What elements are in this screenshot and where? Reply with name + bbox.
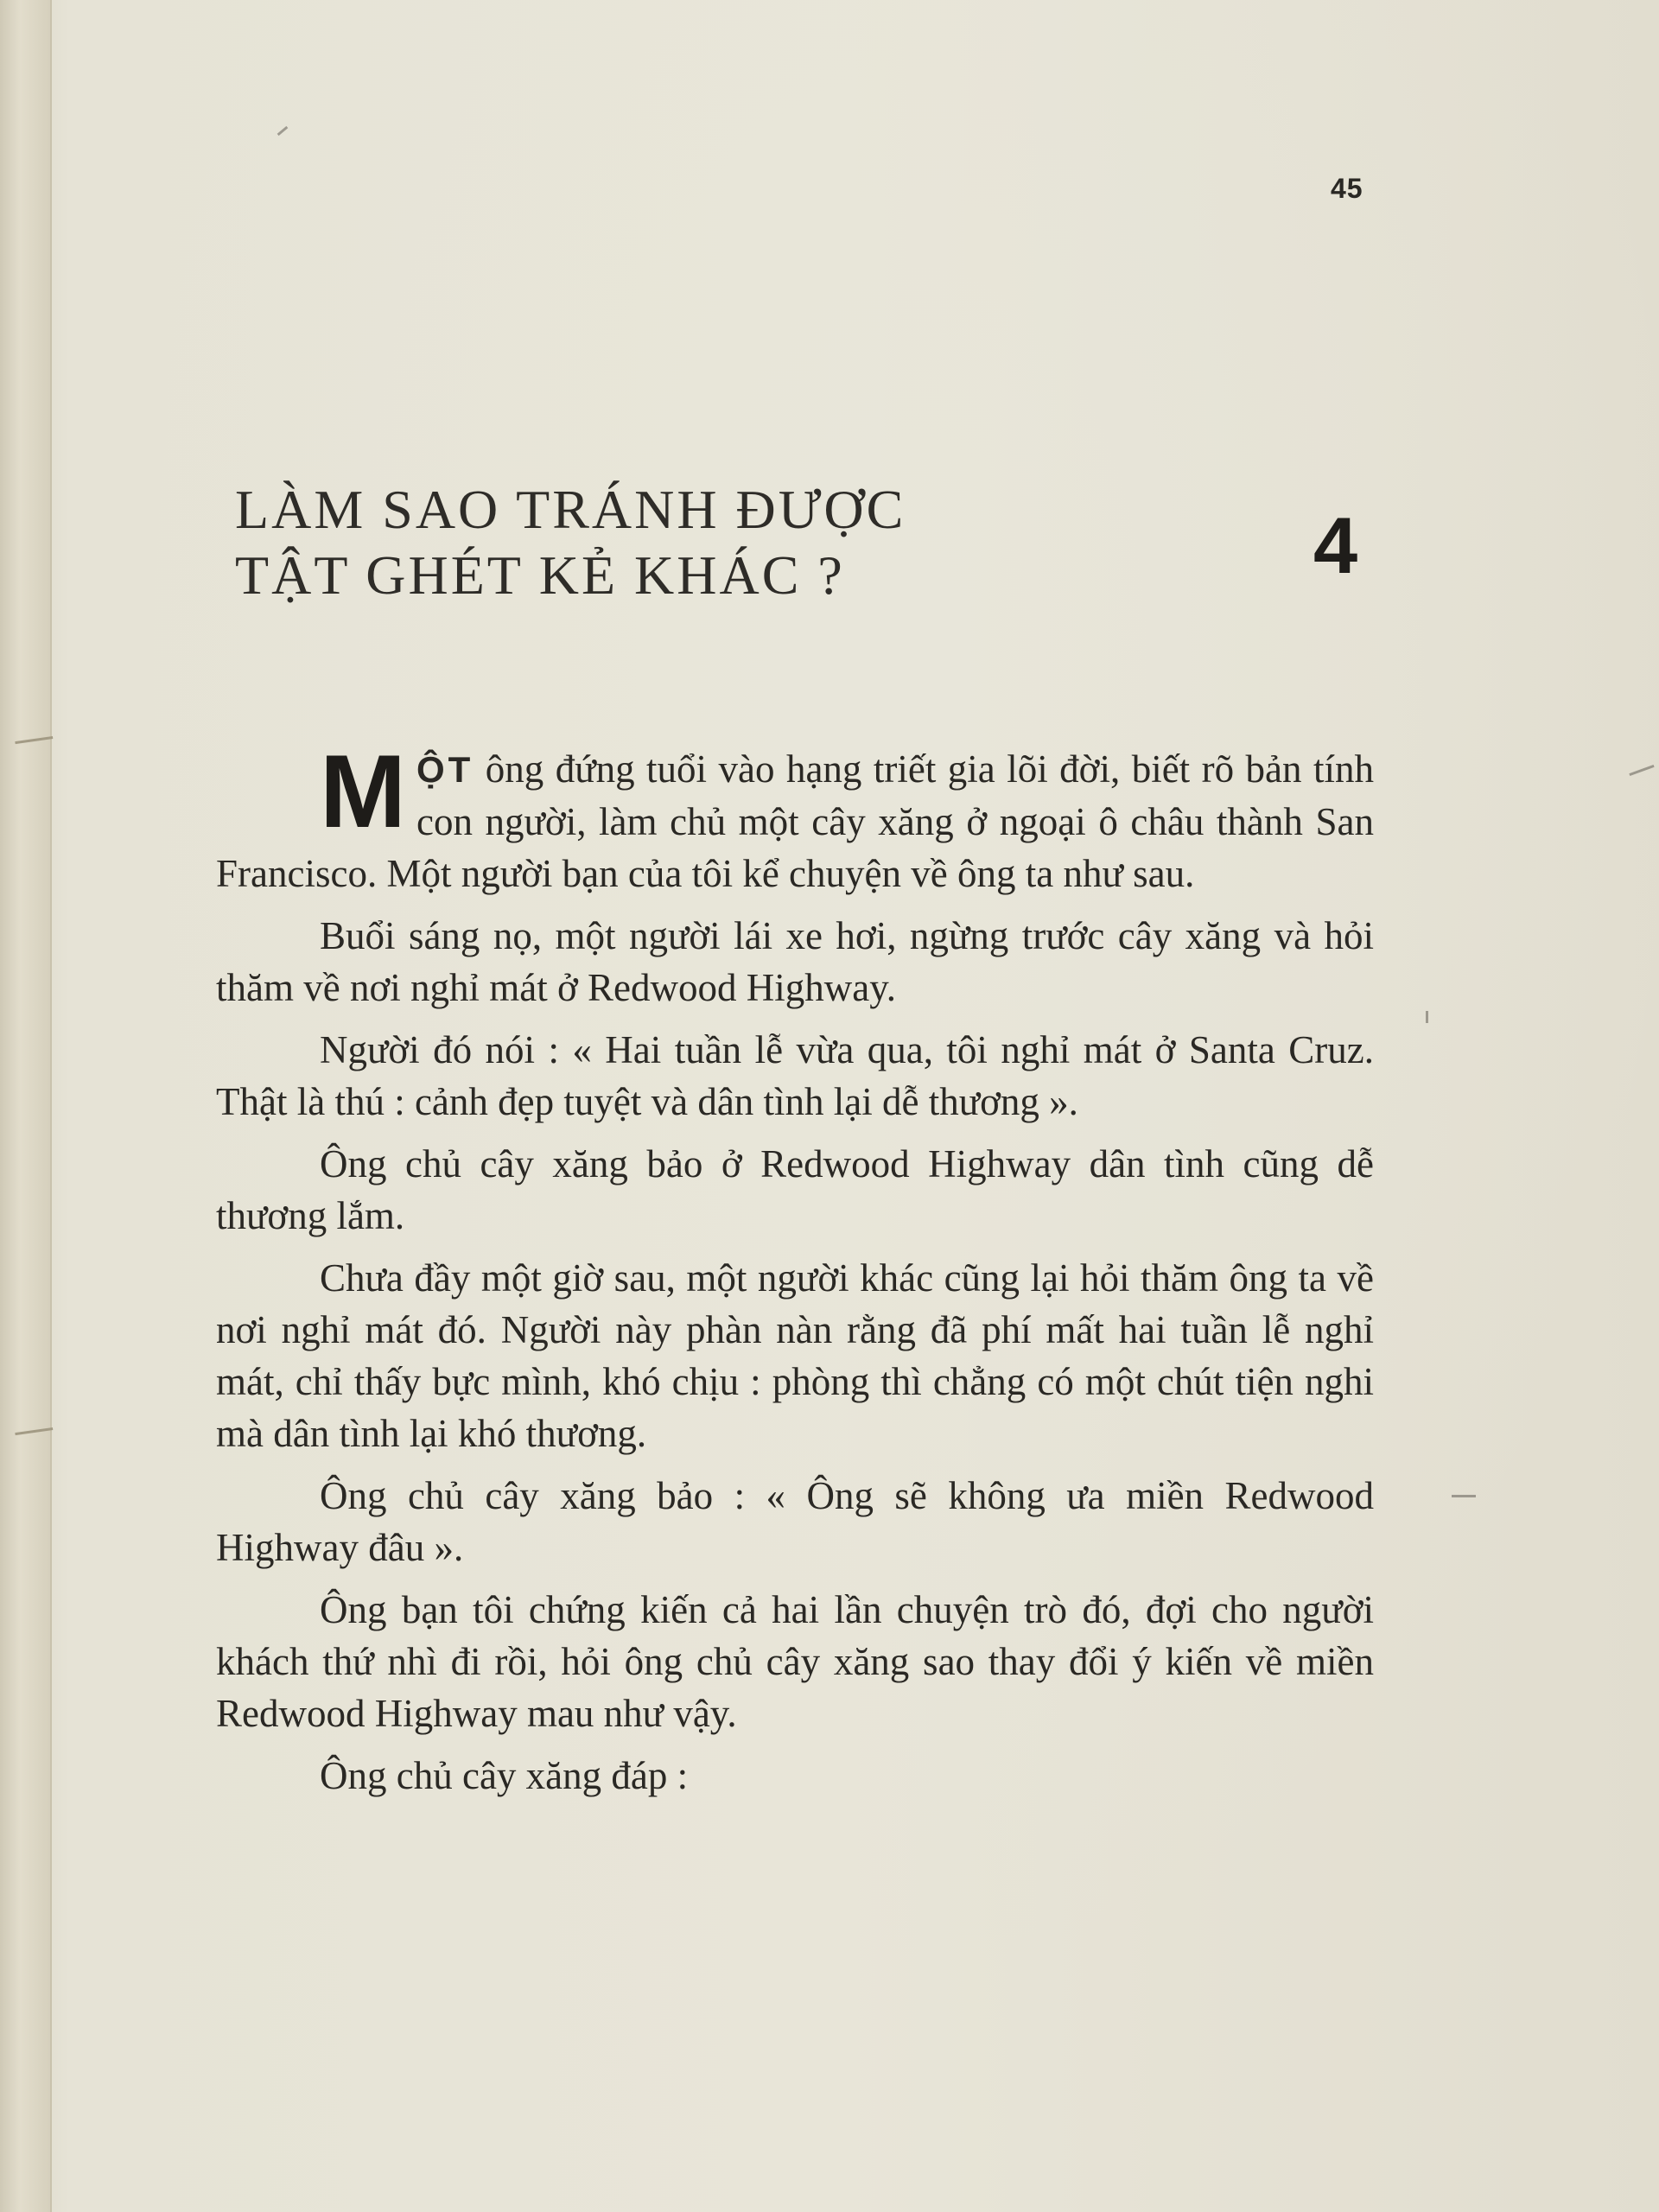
chapter-number: 4 [1313, 502, 1358, 590]
paper-blemish [1452, 1495, 1476, 1497]
book-spine [0, 0, 52, 2212]
first-word-smallcaps: ỘT [416, 749, 474, 790]
paragraph [216, 734, 1374, 899]
binding-stitch [15, 736, 54, 753]
paragraph: Chưa đầy một giờ sau, một người khác cũng lại hỏi thăm ông ta về nơi nghỉ mát đó. Người này phàn nàn rằng đã phí mất hai tuần lễ nghỉ mát, chỉ thấy bực mình, khó chịu : phòng thì chẳng có một chút tiện nghi mà dân tình lại khó thương. [216, 1256, 1374, 1455]
paragraph-text: ông đứng tuổi vào hạng triết gia lõi đời, biết rõ bản tính con người, làm chủ một cây xăng ở ngoại ô châu thành San Francisco. Một người bạn của tôi kể chuyện về ông ta như sau. [216, 747, 1374, 895]
chapter-title [235, 477, 1099, 608]
chapter-title-line-2: TẬT GHÉT KẺ KHÁC ? [235, 544, 845, 606]
page-number: 45 [1331, 173, 1363, 204]
binding-stitch [15, 1427, 54, 1444]
drop-cap: M [320, 734, 406, 849]
paper-blemish [1426, 1011, 1428, 1023]
paragraph: Ông chủ cây xăng đáp : [320, 1754, 689, 1797]
paragraph: Người đó nói : « Hai tuần lễ vừa qua, tôi nghỉ mát ở Santa Cruz. Thật là thú : cảnh đẹp tuyệt và dân tình lại dễ thương ». [216, 1028, 1374, 1123]
body-text [216, 734, 1374, 1812]
paragraph: Ông chủ cây xăng bảo ở Redwood Highway dân tình cũng dễ thương lắm. [216, 1142, 1374, 1237]
paper-blemish [277, 126, 289, 136]
chapter-title-line-1: LÀM SAO TRÁNH ĐƯỢC [235, 479, 906, 540]
paragraph: Buổi sáng nọ, một người lái xe hơi, ngừng trước cây xăng và hỏi thăm về nơi nghỉ mát ở Redwood Highway. [216, 914, 1374, 1009]
paragraph: Ông chủ cây xăng bảo : « Ông sẽ không ưa miền Redwood Highway đâu ». [216, 1474, 1374, 1569]
paper-blemish [1629, 765, 1654, 776]
paragraph: Ông bạn tôi chứng kiến cả hai lần chuyện trò đó, đợi cho người khách thứ nhì đi rồi, hỏi ông chủ cây xăng sao thay đổi ý kiến về miền Redwood Highway mau như vậy. [216, 1588, 1374, 1735]
